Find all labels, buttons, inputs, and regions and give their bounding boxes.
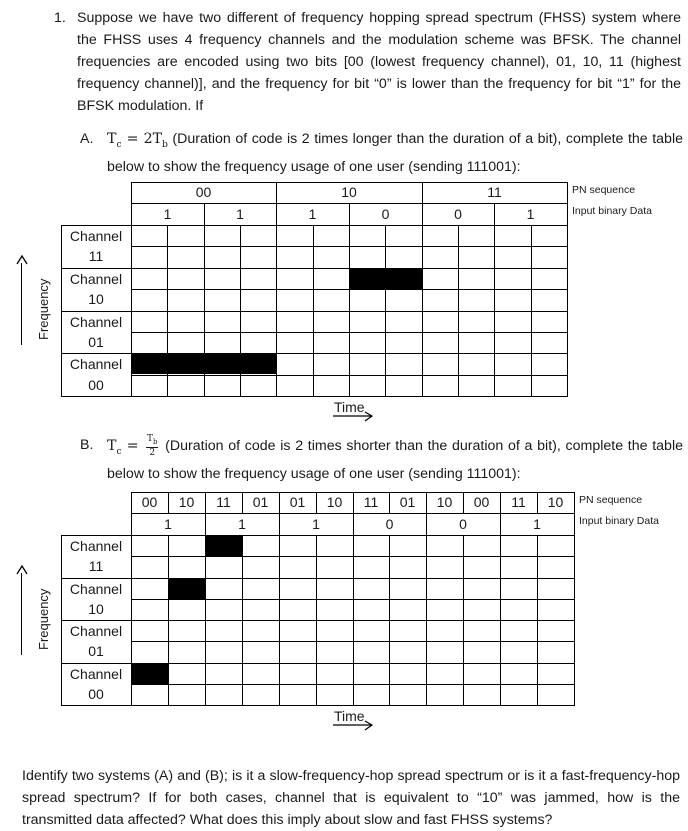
- channel-label: Channel: [69, 665, 123, 682]
- input-bit: 1: [236, 206, 244, 222]
- pn-sequence-label: PN sequence: [579, 494, 643, 506]
- time-arrow-icon: [332, 720, 376, 732]
- input-bit: 1: [312, 516, 320, 532]
- column-line: [537, 535, 538, 706]
- column-line: [500, 535, 501, 706]
- column-line: [205, 535, 206, 706]
- channel-code: 11: [88, 248, 104, 265]
- channel-label: Channel: [69, 538, 123, 554]
- row-line: [61, 535, 575, 536]
- frequency-axis-line: [21, 263, 22, 345]
- row-line: [61, 311, 568, 312]
- channel-label: Channel: [69, 356, 123, 373]
- channel-code: 00: [88, 685, 104, 702]
- channel-label: Channel: [69, 580, 123, 597]
- input-bit: 1: [163, 206, 172, 222]
- channel-code: 01: [88, 333, 104, 350]
- time-arrow-icon: [332, 411, 376, 423]
- column-line: [422, 225, 423, 397]
- channel-label: Channel: [69, 270, 123, 287]
- pn-sequence-label: PN sequence: [572, 184, 636, 196]
- pn-value: 00: [473, 494, 490, 510]
- column-line: [574, 535, 575, 706]
- channel-label: Channel: [69, 313, 123, 330]
- column-line: [353, 535, 354, 706]
- pn-value: 10: [326, 494, 343, 510]
- input-binary-data-label: Input binary Data: [572, 205, 652, 217]
- pn-divider: [574, 492, 575, 514]
- input-bit: 0: [381, 206, 390, 222]
- part-b-text: $T_c$ = $\frac{T_b}{2}$ (Duration of code is 2 times shorter than the duration of a bit), complete the table below to show the frequency usage of one user (sending 111001):: [107, 434, 683, 482]
- input-binary-data-label: Input binary Data: [579, 515, 659, 527]
- pn-value: 01: [289, 494, 306, 510]
- column-line: [316, 535, 317, 706]
- frequency-axis-label: Frequency: [36, 278, 51, 340]
- occupied-slot: [131, 353, 277, 374]
- input-bit: 1: [308, 206, 317, 222]
- question-number: 1.: [54, 10, 66, 26]
- row-line: [61, 396, 568, 397]
- pn-value: 01: [252, 494, 269, 510]
- channel-label: Channel: [69, 623, 123, 639]
- row-line: [61, 578, 575, 579]
- part-a-tc: $T_c = 2T_b$: [107, 131, 168, 150]
- input-bit: 0: [454, 206, 462, 222]
- column-line: [349, 225, 350, 397]
- column-line: [313, 225, 314, 397]
- tb-over-2-fraction: $\frac{T_b}{2}$: [146, 434, 158, 458]
- bit-divider: [567, 203, 568, 226]
- channel-code: 10: [88, 600, 104, 617]
- column-line: [531, 225, 532, 397]
- column-line: [494, 225, 495, 397]
- channel-code: 11: [88, 558, 104, 575]
- pn-value: 10: [436, 494, 453, 510]
- input-bit: 1: [238, 516, 246, 532]
- column-line: [458, 225, 459, 397]
- question-text: Suppose we have two different of frequency hopping spread spectrum (FHSS) system where the FHSS uses 4 frequency channels and the modulation scheme was BFSK. The channel frequencies are encoded using two bits [00 (lowest frequency channel), 01, 10, 11 (highest frequency channel)], and the frequency for bit “0” is lower than the frequency for bit “1” for the BFSK modulation. If: [77, 10, 681, 114]
- input-bit: 1: [533, 516, 541, 532]
- occupied-slot: [168, 578, 206, 599]
- row-line: [61, 268, 568, 269]
- channel-label: Channel: [69, 228, 123, 244]
- pn-value: 00: [141, 494, 158, 510]
- frequency-axis-line: [21, 573, 22, 655]
- frequency-arrow-icon: [16, 255, 28, 265]
- part-b-tc: $T_c$ = $\frac{T_b}{2}$: [107, 434, 158, 458]
- occupied-slot: [349, 268, 423, 289]
- pn-value: 10: [341, 184, 357, 200]
- frequency-axis-label: Frequency: [36, 588, 51, 650]
- channel-code: 10: [88, 291, 104, 308]
- channel-code: 00: [88, 376, 104, 393]
- column-line: [279, 535, 280, 706]
- input-bit: 1: [526, 206, 535, 222]
- closing-question: Identify two systems (A) and (B); is it a slow-frequency-hop spread spectrum or is it a fast-frequency-hop spread spectrum? If for both cases, channel that is equivalent to “10” was jammed, how is the transmitted data affected? What does this imply about slow and fast FHSS systems?: [22, 768, 680, 828]
- pn-value: 10: [178, 494, 195, 510]
- column-line: [463, 535, 464, 706]
- channel-code: 01: [88, 643, 104, 660]
- row-line: [61, 705, 575, 706]
- input-bit: 0: [385, 516, 394, 532]
- bit-divider: [574, 513, 575, 536]
- pn-value: 01: [399, 494, 416, 510]
- occupied-slot: [205, 535, 243, 556]
- pn-divider: [567, 182, 568, 204]
- part-a-text: $T_c = 2T_b$ (Duration of code is 2 times longer than the duration of a bit), complete the table below to show the frequency usage of one user (sending 111001):: [107, 131, 683, 175]
- pn-value: 10: [547, 494, 564, 510]
- time-axis-label: Time: [334, 399, 365, 415]
- part-b-letter: B.: [80, 437, 94, 453]
- pn-value: 11: [511, 494, 526, 510]
- pn-value: 11: [487, 184, 502, 200]
- input-bit: 0: [459, 516, 467, 532]
- column-line: [426, 535, 427, 706]
- row-line: [61, 620, 575, 621]
- input-bit: 1: [164, 516, 172, 532]
- pn-value: 00: [195, 184, 212, 200]
- occupied-slot: [131, 663, 169, 684]
- frequency-arrow-icon: [16, 565, 28, 575]
- pn-value: 11: [216, 494, 231, 510]
- time-axis-label: Time: [334, 708, 365, 724]
- column-line: [389, 535, 390, 706]
- column-line: [567, 225, 568, 397]
- column-line: [242, 535, 243, 706]
- part-a-letter: A.: [80, 131, 94, 147]
- column-line: [385, 225, 386, 397]
- row-line: [61, 225, 568, 226]
- pn-value: 11: [363, 494, 379, 510]
